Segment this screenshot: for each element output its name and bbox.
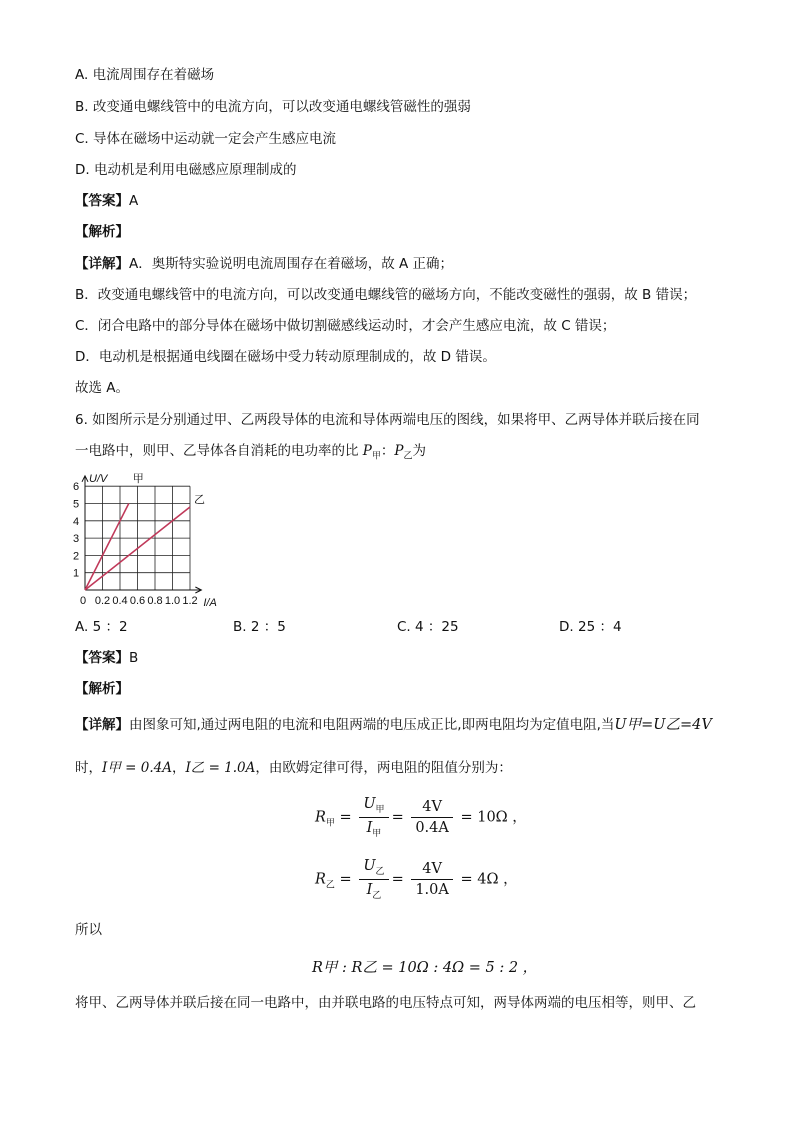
x-tick-label: 1.0 bbox=[164, 595, 181, 607]
fraction: $\frac{U_乙}{I_乙}$ bbox=[359, 858, 388, 901]
y-tick-label: 5 bbox=[72, 498, 80, 511]
y-tick-label: 4 bbox=[72, 515, 80, 528]
q5-option-a: A. 电流周围存在着磁场 bbox=[75, 67, 215, 83]
y-tick-label: 6 bbox=[72, 481, 80, 494]
detail-text: ，由欧姆定律可得，两电阻的阻值分别为： bbox=[255, 760, 512, 776]
y-tick-label: 2 bbox=[72, 550, 80, 563]
analysis-tag: 【解析】 bbox=[75, 224, 129, 240]
q6-option-d: D. 25 ：4 bbox=[559, 619, 622, 635]
detail-tag: 【详解】 bbox=[75, 256, 129, 272]
series-label: 甲 bbox=[132, 472, 144, 485]
eq-lhs: R bbox=[315, 871, 326, 888]
y-tick-label: 1 bbox=[72, 567, 80, 580]
detail-text: 由图象可知,通过两电阻的电流和电阻两端的电压成正比,即两电阻均为定值电阻,当 bbox=[129, 717, 615, 733]
ratio-sep: ： bbox=[380, 443, 395, 459]
q6-detail-line-2: 时，I甲 = 0.4A，I乙 = 1.0A，由欧姆定律可得，两电阻的阻值分别为： bbox=[75, 760, 512, 776]
x-tick-label: 0.4 bbox=[112, 595, 128, 607]
equation-r-yi: $R_乙$ = $\frac{U_乙}{I_乙}$ = $\frac{4V}{1.0A}$ = 4Ω ， bbox=[315, 858, 518, 901]
eq-lhs-sub: 甲 bbox=[325, 818, 335, 829]
q5-detail-line-c: C．闭合电路中的部分导体在磁场中做切割磁感线运动时，才会产生感应电流，故 C 错误； bbox=[75, 318, 616, 334]
q6-stem-line-2 bbox=[75, 441, 426, 467]
x-tick-label: 0.2 bbox=[94, 595, 111, 607]
power-sub-yi: 乙 bbox=[403, 451, 413, 462]
eq-result: = 10Ω ， bbox=[460, 809, 527, 826]
detail-text: A．奥斯特实验说明电流周围存在着磁场，故 A 正确； bbox=[129, 256, 454, 272]
eq-result: = 4Ω ， bbox=[460, 871, 518, 888]
fraction-values: $\frac{4V}{1.0A}$ bbox=[411, 861, 453, 898]
q5-option-d: D. 电动机是利用电磁感应原理制成的 bbox=[75, 162, 297, 178]
q6-stem-text: 一电路中，则甲、乙导体各自消耗的电功率的比 bbox=[75, 443, 359, 459]
detail-tag: 【详解】 bbox=[75, 717, 129, 733]
answer-value: A bbox=[129, 193, 139, 209]
x-tick-label: 1.2 bbox=[182, 595, 198, 607]
eq-lhs-sub: 乙 bbox=[325, 880, 335, 891]
analysis-tag: 【解析】 bbox=[75, 681, 129, 697]
power-symbol-yi: P bbox=[394, 443, 404, 459]
q5-detail-line-b: B．改变通电螺线管中的电流方向，可以改变通电螺线管的磁场方向，不能改变磁性的强弱，故 B 错误； bbox=[75, 287, 697, 303]
power-symbol-jia: P bbox=[362, 443, 372, 459]
x-tick-label: 0.8 bbox=[147, 595, 163, 607]
detail-text: 时， bbox=[75, 760, 102, 776]
series-label: 乙 bbox=[194, 493, 205, 506]
q5-detail-line-d: D．电动机是根据通电线圈在磁场中受力转动原理制成的，故 D 错误。 bbox=[75, 349, 496, 365]
q6-detail-line-1 bbox=[75, 715, 712, 735]
q6-option-a: A. 5 ：2 bbox=[75, 619, 128, 635]
q5-option-b: B. 改变通电螺线管中的电流方向，可以改变通电螺线管磁性的强弱 bbox=[75, 99, 471, 115]
y-axis-label: U/V bbox=[89, 472, 108, 485]
x-tick-label: 0.6 bbox=[129, 595, 146, 607]
q6-option-c: C. 4 ：25 bbox=[397, 619, 459, 635]
q6-detail-last-line: 将甲、乙两导体并联后接在同一电路中，由并联电路的电压特点可知，两导体两端的电压相等，则甲、乙 bbox=[75, 995, 696, 1011]
origin-label: 0 bbox=[79, 595, 87, 607]
q5-option-c: C. 导体在磁场中运动就一定会产生感应电流 bbox=[75, 131, 337, 147]
q5-answer-line bbox=[75, 191, 138, 211]
q5-conclusion: 故选 A。 bbox=[75, 380, 130, 396]
eq-lhs: R bbox=[315, 809, 326, 826]
equation-r-jia: $R_甲$ = $\frac{U_甲}{I_甲}$ = $\frac{4V}{0.4A}$ = 10Ω ， bbox=[315, 796, 527, 839]
voltage-condition: U甲=U乙=4V bbox=[614, 717, 712, 733]
answer-tag: 【答案】 bbox=[75, 193, 129, 209]
q6-answer-line bbox=[75, 648, 138, 668]
ratio-end: 为 bbox=[412, 443, 427, 459]
q6-stem-line-1: 6. 如图所示是分别通过甲、乙两段导体的电流和导体两端电压的图线，如果将甲、乙两导体并联后接在同 bbox=[75, 412, 700, 428]
so-text: 所以 bbox=[75, 922, 102, 938]
u-i-graph bbox=[70, 470, 230, 615]
current-yi: I乙 = 1.0A bbox=[185, 760, 256, 776]
q6-option-b: B. 2 ：5 bbox=[233, 619, 286, 635]
fraction-values: $\frac{4V}{0.4A}$ bbox=[411, 799, 453, 836]
power-sub-jia: 甲 bbox=[371, 451, 381, 462]
q5-detail-line-a bbox=[75, 254, 453, 274]
equation-ratio: R甲 : R乙 = 10Ω : 4Ω = 5 : 2 ， bbox=[312, 960, 538, 976]
answer-tag: 【答案】 bbox=[75, 650, 129, 666]
current-jia: I甲 = 0.4A bbox=[102, 760, 172, 776]
x-axis-label: I/A bbox=[203, 597, 217, 609]
fraction: $\frac{U_甲}{I_甲}$ bbox=[359, 796, 388, 839]
answer-value: B bbox=[129, 650, 139, 666]
y-tick-label: 3 bbox=[72, 533, 80, 546]
series-line-jia bbox=[85, 504, 129, 591]
